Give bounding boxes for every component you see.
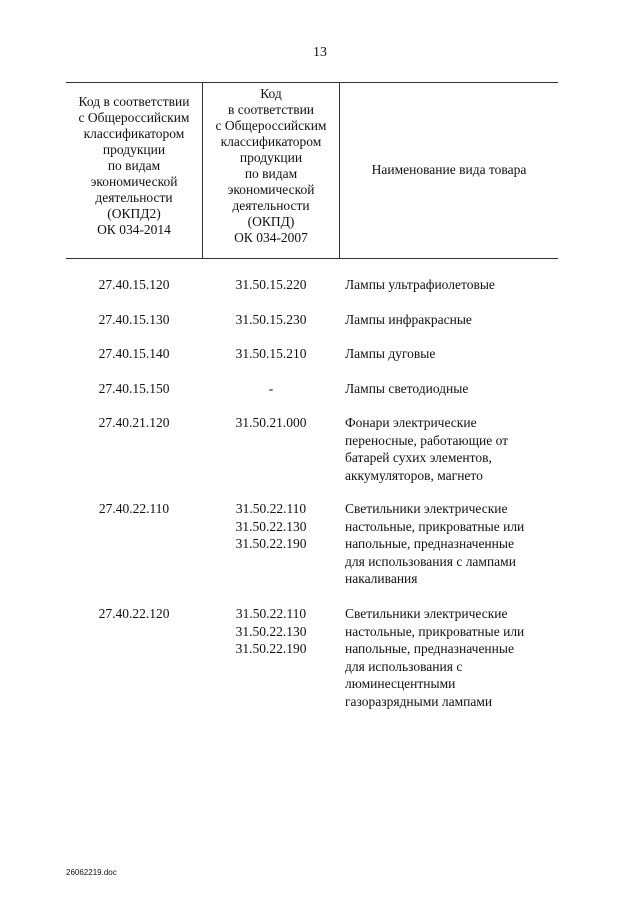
cell-product-name: Лампы дуговые [345, 346, 436, 361]
header-product-name: Наименование вида товара [371, 162, 527, 177]
cell-product-name: Лампы инфракрасные [345, 312, 472, 327]
footer-file-name: 26062219.doc [66, 868, 117, 877]
table-top-border [66, 82, 558, 83]
cell-okpd: 31.50.15.230 [235, 312, 307, 327]
cell-okpd2: 27.40.15.150 [98, 381, 170, 396]
page-number: 13 [313, 45, 327, 60]
cell-okpd2: 27.40.15.120 [98, 277, 170, 292]
cell-okpd: 31.50.22.110 31.50.22.130 31.50.22.190 [235, 501, 307, 551]
cell-okpd: 31.50.21.000 [235, 415, 307, 430]
cell-okpd2: 27.40.15.130 [98, 312, 170, 327]
cell-product-name: Лампы ультрафиолетовые [345, 277, 495, 292]
cell-okpd2: 27.40.22.120 [98, 606, 170, 621]
cell-product-name: Светильники электрические настольные, прикроватные или напольные, предназначенные для использования с люминесцентными газоразрядными лампами [345, 606, 525, 709]
cell-okpd: 31.50.15.220 [235, 277, 307, 292]
cell-okpd: 31.50.15.210 [235, 346, 307, 361]
header-okpd2: Код в соответствии с Общероссийским классификатором продукции по видам экономической деятельности (ОКПД2) ОК 034-2014 [78, 94, 190, 237]
cell-product-name: Светильники электрические настольные, прикроватные или напольные, предназначенные для использования с лампами накаливания [345, 501, 525, 586]
cell-okpd: - [268, 381, 274, 396]
cell-okpd2: 27.40.21.120 [98, 415, 170, 430]
cell-okpd2: 27.40.22.110 [98, 501, 170, 516]
cell-product-name: Фонари электрические переносные, работающие от батарей сухих элементов, аккумуляторов, магнето [345, 415, 509, 483]
cell-okpd2: 27.40.15.140 [98, 346, 170, 361]
cell-okpd: 31.50.22.110 31.50.22.130 31.50.22.190 [235, 606, 307, 656]
header-okpd: Код в соответствии с Общероссийским классификатором продукции по видам экономической деятельности (ОКПД) ОК 034-2007 [215, 86, 327, 245]
table-header-bottom-border [66, 258, 558, 259]
cell-product-name: Лампы светодиодные [345, 381, 469, 396]
